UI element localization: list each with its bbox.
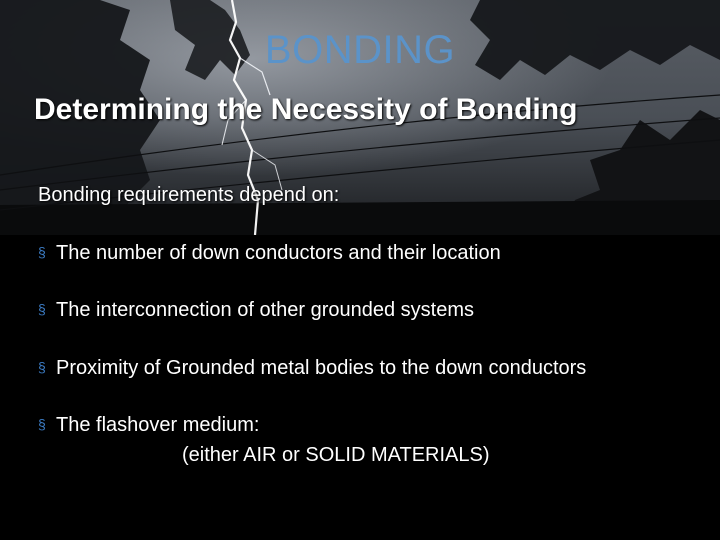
bullet-item (38, 294, 708, 325)
bullet-marker-icon: § (38, 359, 46, 375)
bullet-item (38, 409, 708, 470)
slide-subtitle: Determining the Necessity of Bonding (34, 93, 578, 126)
bullet-continuation-text: (either AIR or SOLID MATERIALS) (182, 444, 490, 466)
intro-text: Bonding requirements depend on: (38, 184, 340, 206)
bullet-text: The flashover medium: (56, 414, 260, 436)
bullet-item (38, 352, 708, 383)
bullet-marker-icon: § (38, 244, 46, 260)
slide-title: BONDING (264, 28, 456, 72)
bullet-text: The interconnection of other grounded systems (56, 299, 475, 321)
bullet-marker-icon: § (38, 416, 46, 432)
bullet-text: The number of down conductors and their location (56, 242, 501, 264)
bullet-text: Proximity of Grounded metal bodies to the down conductors (56, 357, 587, 379)
bullet-marker-icon: § (38, 301, 46, 317)
bullet-item (38, 237, 708, 268)
